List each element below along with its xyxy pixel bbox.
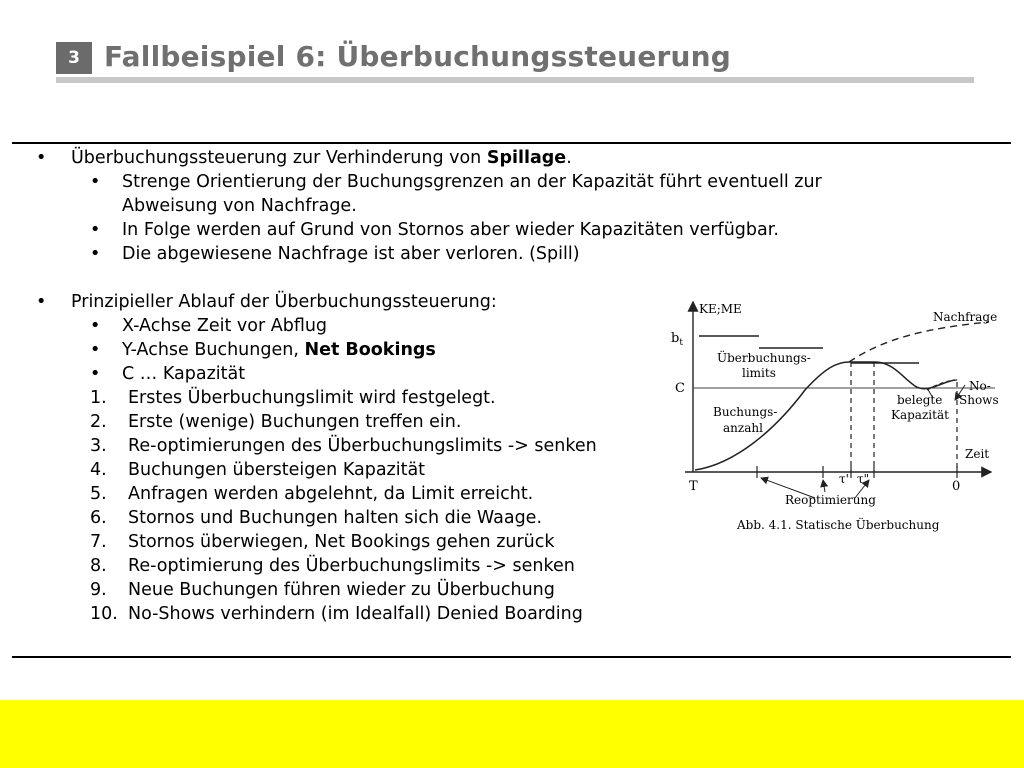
step-number: 2. [90, 412, 107, 432]
step-text: Stornos und Buchungen halten sich die Waage. [128, 508, 543, 528]
bullet-icon: • [36, 148, 47, 168]
top-divider [12, 142, 1011, 144]
reopt-arrow [823, 480, 825, 492]
step-number: 9. [90, 580, 107, 600]
figure-caption: Abb. 4.1. Statische Überbuchung [737, 518, 940, 532]
bullet-icon: • [90, 172, 101, 192]
section2-bullet: Prinzipieller Ablauf der Überbuchungssteuerung: [71, 292, 497, 312]
list-item: In Folge werden auf Grund von Stornos aber wieder Kapazitäten verfügbar. [122, 220, 779, 240]
bullet-icon: • [90, 220, 101, 240]
tau1-label: τ' [839, 472, 849, 486]
list-item: X-Achse Zeit vor Abflug [122, 316, 328, 336]
step-text: Re-optimierungen des Überbuchungslimits -> senken [128, 436, 597, 456]
tau2-label: τ" [857, 472, 870, 486]
step-number: 1. [90, 388, 107, 408]
step-number: 10. [90, 604, 118, 624]
reoptimization-label: Reoptimierung [785, 493, 876, 507]
t-label: T [689, 479, 698, 494]
time-label: Zeit [965, 447, 990, 461]
limits-label: Überbuchungs- [717, 351, 811, 365]
step-number: 5. [90, 484, 107, 504]
step-number: 7. [90, 532, 107, 552]
occupied-capacity-label: belegte [897, 393, 943, 407]
step-text: Anfragen werden abgelehnt, da Limit erreicht. [128, 484, 534, 504]
booking-count-label: Buchungs- [713, 405, 778, 419]
list-item: Abweisung von Nachfrage. [122, 196, 357, 216]
booking-count-label: anzahl [723, 421, 763, 435]
step-number: 4. [90, 460, 107, 480]
demand-curve [849, 322, 989, 362]
overbooking-figure [665, 290, 1010, 540]
bullet-icon: • [36, 292, 47, 312]
step-text: Neue Buchungen führen wieder zu Überbuchung [128, 580, 555, 600]
step-text: Buchungen übersteigen Kapazität [128, 460, 426, 480]
section1-bullet: Überbuchungssteuerung zur Verhinderung von Spillage. [71, 148, 572, 168]
step-number: 3. [90, 436, 107, 456]
page-title: Fallbeispiel 6: Überbuchungssteuerung [104, 40, 732, 73]
capacity-label: C [675, 381, 685, 396]
limits-label: limits [742, 366, 776, 380]
demand-label: Nachfrage [933, 310, 998, 324]
list-item: C … Kapazität [122, 364, 246, 384]
y-axis-label: KE;ME [699, 302, 742, 316]
bullet-icon: • [90, 244, 101, 264]
step-number: 6. [90, 508, 107, 528]
no-shows-label: No- [969, 379, 991, 393]
list-item: Strenge Orientierung der Buchungsgrenzen an der Kapazität führt eventuell zur [122, 172, 822, 192]
no-shows-label: Shows [959, 393, 999, 407]
title-underline [56, 77, 974, 83]
step-text: Erstes Überbuchungslimit wird festgelegt. [128, 388, 496, 408]
step-text: Re-optimierung des Überbuchungslimits -> senken [128, 556, 575, 576]
step-text: No-Shows verhindern (im Idealfall) Denied Boarding [128, 604, 583, 624]
slide-number-badge: 3 [56, 42, 92, 74]
zero-label: 0 [952, 479, 961, 494]
bullet-icon: • [90, 364, 101, 384]
step-text: Erste (wenige) Buchungen treffen ein. [128, 412, 462, 432]
step-text: Stornos überwiegen, Net Bookings gehen zurück [128, 532, 555, 552]
occupied-capacity-label: Kapazität [891, 408, 949, 422]
list-item: Y-Achse Buchungen, Net Bookings [122, 340, 436, 360]
step-number: 8. [90, 556, 107, 576]
bullet-icon: • [90, 340, 101, 360]
list-item: Die abgewiesene Nachfrage ist aber verloren. (Spill) [122, 244, 580, 264]
footer-bar [0, 700, 1024, 768]
bottom-divider [12, 656, 1011, 658]
bt-label: $b_t$ [671, 331, 683, 348]
bullet-icon: • [90, 316, 101, 336]
